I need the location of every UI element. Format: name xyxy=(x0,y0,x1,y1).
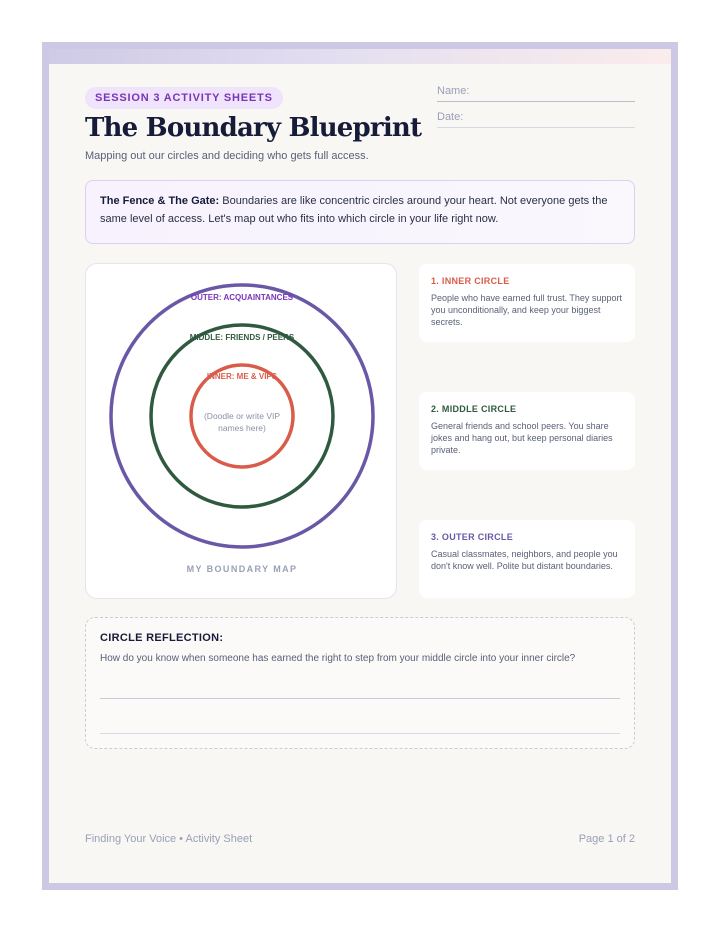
inner-circle-text: People who have earned full trust. They support you unconditionally, and keep your biggest secrets. xyxy=(431,293,622,327)
map-caption: MY BOUNDARY MAP xyxy=(186,564,298,574)
page-frame xyxy=(42,42,678,890)
session-badge: SESSION 3 ACTIVITY SHEETS xyxy=(85,87,283,109)
page-subtitle: Mapping out our circles and deciding who gets full access. xyxy=(85,150,369,162)
boundary-map-card xyxy=(85,263,397,599)
intro-callout xyxy=(85,180,635,244)
outer-circle-label: OUTER: ACQUAINTANCES xyxy=(190,293,294,302)
reflection-question: How do you know when someone has earned the right to step from your middle circle into your inner circle? xyxy=(100,653,576,664)
name-field[interactable] xyxy=(437,84,635,102)
outer-circle-card xyxy=(419,520,635,598)
middle-circle-text: General friends and school peers. You share jokes and hang out, but keep personal diaries private. xyxy=(431,421,613,455)
middle-circle-label: MIDDLE: FRIENDS / PEERS xyxy=(189,333,295,342)
middle-circle-card xyxy=(419,392,635,470)
inner-circle-card xyxy=(419,264,635,342)
inner-circle-title: 1. INNER CIRCLE xyxy=(431,276,510,286)
page-title: The Boundary Blueprint xyxy=(85,113,422,143)
intro-text: Boundaries are like concentric circles around your heart. Not everyone gets the same level of access. Let's map out who fits into which circle in your life right now. xyxy=(100,195,608,225)
reflection-title: CIRCLE REFLECTION: xyxy=(100,632,224,644)
reflection-box xyxy=(85,617,635,749)
outer-circle-title: 3. OUTER CIRCLE xyxy=(431,532,514,542)
outer-circle-text: Casual classmates, neighbors, and people you don't know well. Polite but distant boundaries. xyxy=(431,549,618,571)
top-gradient-strip xyxy=(49,49,671,64)
intro-lead: The Fence & The Gate: xyxy=(100,195,220,207)
inner-circle-label: INNER: ME & VIPS xyxy=(206,372,278,381)
date-label: Date: xyxy=(437,111,464,123)
footer-title: Finding Your Voice • Activity Sheet xyxy=(85,833,253,845)
boundary-map-diagram xyxy=(86,264,398,600)
answer-line-1[interactable] xyxy=(100,698,620,699)
middle-circle-title: 2. MIDDLE CIRCLE xyxy=(431,404,517,414)
center-hint-line2: names here) xyxy=(218,423,266,433)
page-number: Page 1 of 2 xyxy=(578,833,635,845)
date-field[interactable] xyxy=(437,110,635,128)
activity-sheet xyxy=(49,49,671,883)
answer-line-2[interactable] xyxy=(100,733,620,734)
center-hint-line1: (Doodle or write VIP xyxy=(203,411,281,421)
name-label: Name: xyxy=(437,85,470,97)
